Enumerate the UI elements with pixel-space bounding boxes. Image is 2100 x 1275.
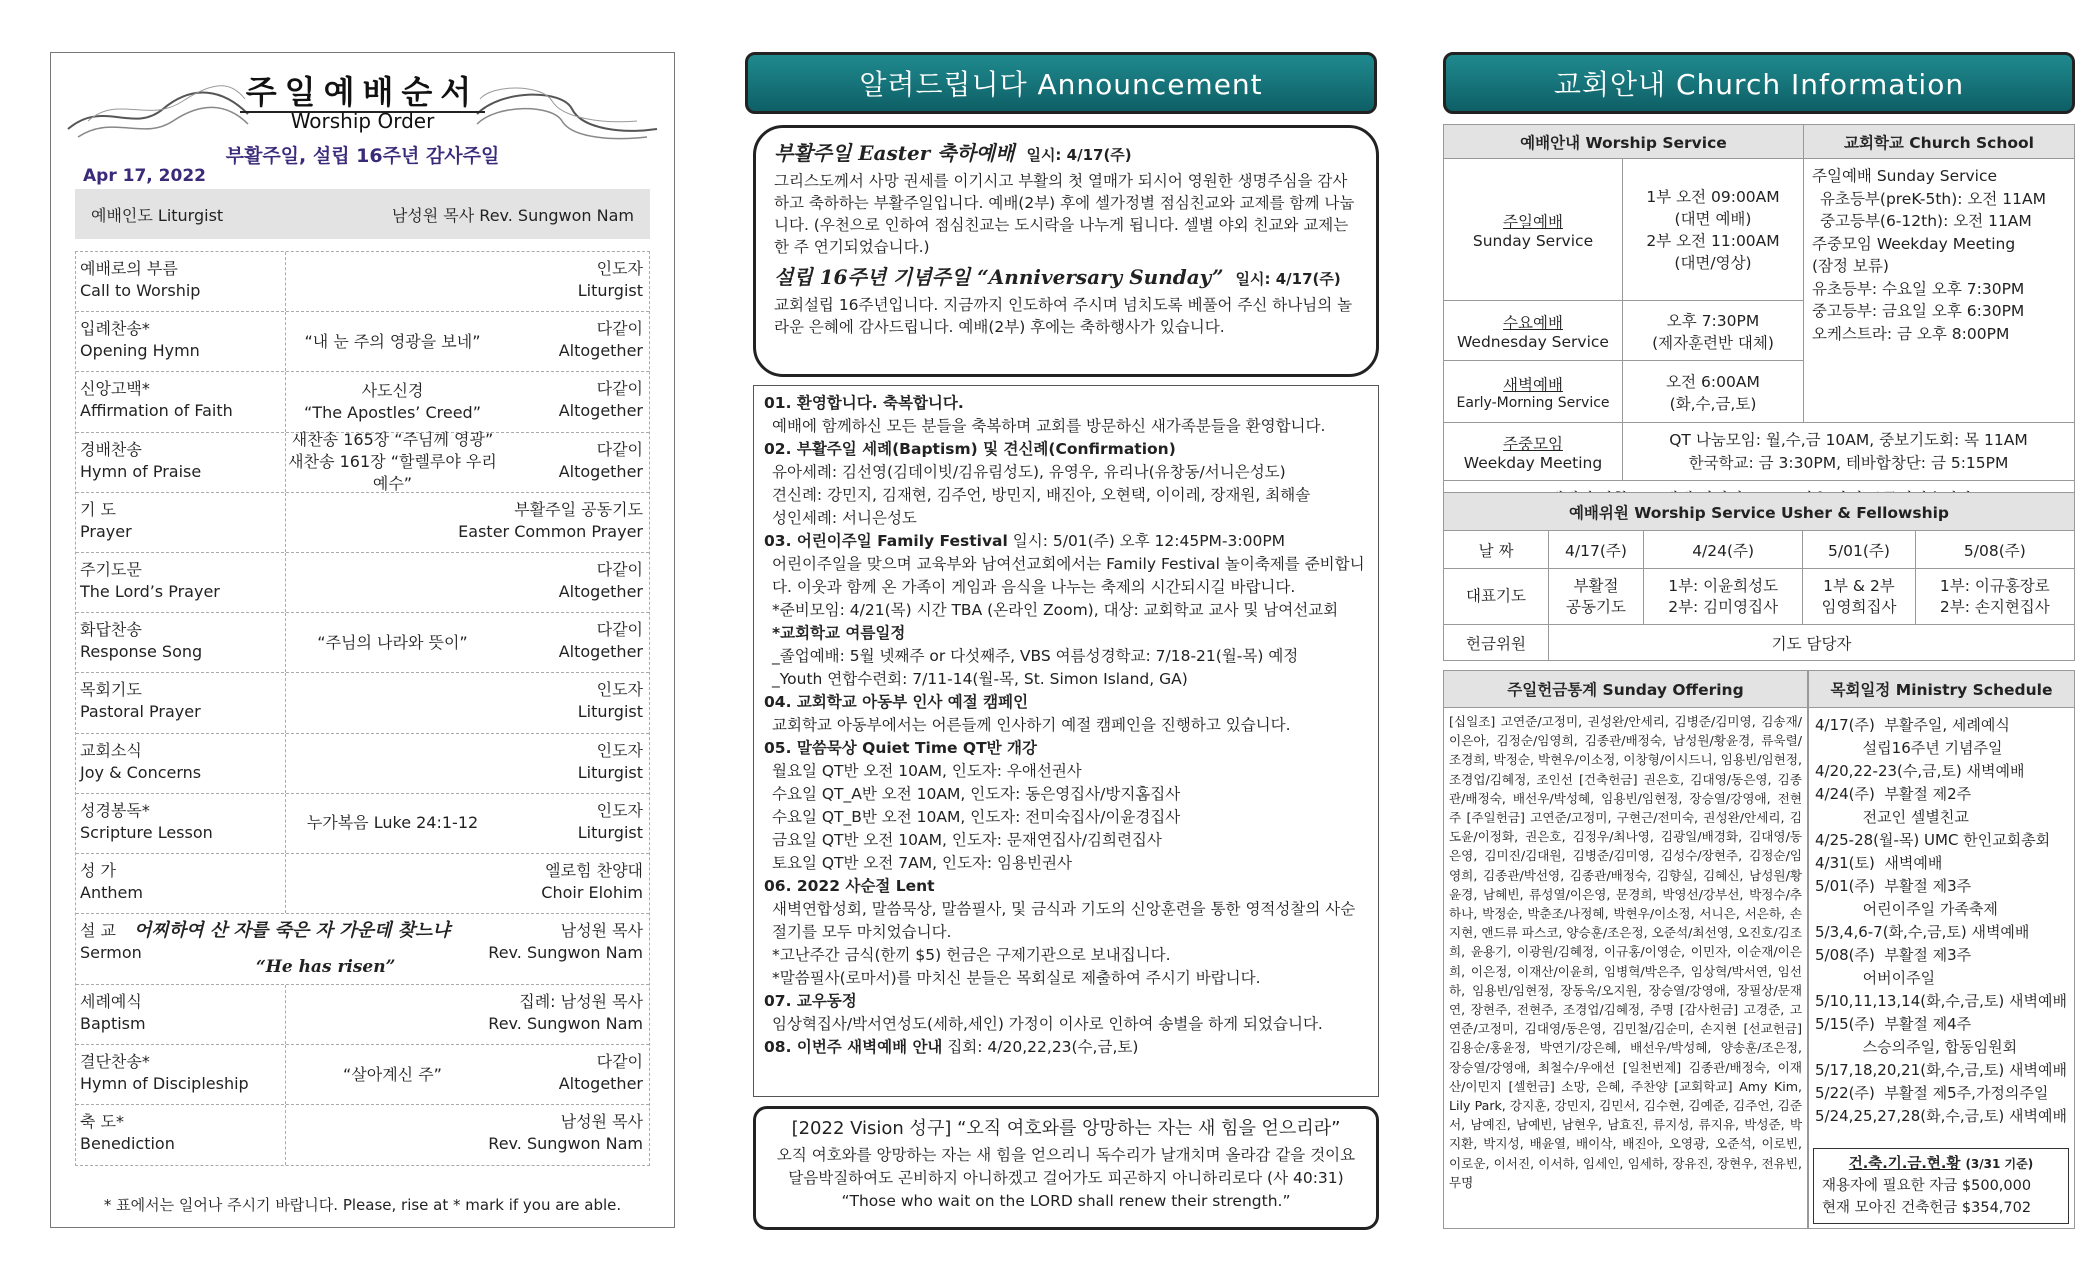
liturgist-bar (75, 189, 650, 239)
schedule-item: 4/25-28(월-목) UMC 한인교회총회 (1815, 831, 2051, 849)
wednesday-service-times: 오후 7:30PM (제자훈련반 대체) (1623, 301, 1804, 361)
news-title-text: 06. 2022 사순절 Lent (764, 877, 935, 895)
order-item-name (80, 679, 201, 723)
news-item-title (764, 737, 1368, 760)
usher-offering-label: 헌금위원 (1444, 625, 1549, 661)
liturgist-label: 예배인도 Liturgist (91, 205, 224, 225)
sunday-service-times: 1부 오전 09:00AM (대면 예배) 2부 오전 11:00AM (대면/영상) (1623, 159, 1804, 301)
order-item-en: Response Song (80, 642, 203, 662)
building-fund-title: 건.축.기.금.현.황 (3/31 기준) (1848, 1156, 2034, 1172)
news-item-title (764, 1036, 1368, 1059)
news-item-line: *말씀필사(로마서)를 마치신 분들은 목회실로 제출하여 주시기 바랍니다. (772, 969, 1261, 987)
order-item-leader (488, 991, 643, 1035)
order-detail-line: 사도신경 (361, 380, 424, 400)
order-item-en: Benediction (80, 1134, 175, 1154)
order-row (76, 553, 649, 613)
vision-verse-box (753, 1106, 1379, 1230)
order-item-en: Baptism (80, 1014, 146, 1034)
order-leader-ko: 인도자 (596, 800, 643, 820)
news-title-text: 02. 부활주일 세례(Baptism) 및 견신례(Confirmation) (764, 440, 1176, 458)
order-item-leader (559, 439, 643, 483)
news-item-title (764, 530, 1368, 553)
order-item-ko: 입례찬송* (80, 319, 150, 339)
easter-body: 그리스도께서 사망 권세를 이기시고 부활의 첫 열매가 되시어 영원한 생명주심을 감사하고 축하하는 부활주일입니다. 예배(2부) 후에 셀가정별 점심친교와 교제를 함께 나눕니다. (우천으로 인하여 점심친교는 도시락을 나누게 됩니다. 셀별 야외 친교와 교제는 한 주 연기되었습니다.) (774, 172, 1355, 256)
sermon-title-ko: 어찌하여 산 자를 죽은 자 가운데 찾느냐 (134, 920, 450, 942)
usher-prayer-label: 대표기도 (1444, 569, 1549, 625)
order-row (76, 985, 649, 1045)
order-leader-en: Altogether (558, 642, 643, 662)
order-item-en: Joy & Concerns (80, 762, 202, 782)
schedule-item: 어린이주일 가족축제 (1815, 900, 1998, 918)
order-leader-en: Altogether (558, 341, 643, 361)
sermon-title-en: “He has risen” (256, 957, 396, 978)
building-fund-needed: 재용자에 필요한 자금 $500,000 (1822, 1178, 2032, 1194)
schedule-item: 4/20,22-23(수,금,토) 새벽예배 (1815, 762, 2025, 780)
order-leader-en: Liturgist (577, 702, 643, 722)
order-item-en: The Lord’s Prayer (80, 581, 220, 601)
usher-date: 4/17(주) (1549, 531, 1644, 569)
schedule-item: 4/17(주) 부활주일, 세례예식 (1815, 716, 2010, 734)
order-item-detail (286, 794, 499, 853)
order-leader-ko: 인도자 (596, 740, 643, 760)
sermon-row (76, 914, 649, 985)
order-item-leader (559, 1051, 643, 1095)
order-item-en: Pastoral Prayer (80, 702, 201, 722)
schedule-item: 5/08(주) 부활절 제3주 (1815, 946, 1972, 964)
order-item-ko: 예배로의 부름 (80, 259, 178, 278)
anniversary-body: 교회설립 16주년입니다. 지금까지 인도하여 주시며 넘치도록 베풀어 주신 하나님의 놀라운 은혜에 감사드립니다. 예배(2부) 후에는 축하행사가 있습니다. (774, 296, 1353, 336)
order-row (76, 312, 649, 372)
offering-list: [십일조] 고연준/고정미, 권성완/안세리, 김병준/김미영, 김송재/이은아, 김정순/임영희, 김종관/배정숙, 남성원/황윤경, 류욱렬/조경희, 박정순, 박현우/이소정, 이창형/이시드니, 임용빈/임현정, 조경업/김혜정, 조인선 [건축헌금] 권은호, 김대영/동은영, 김종관/배정숙, 배선우/박성혜, 임용빈/임현정, 장승열/강영애, 전현주 [주일헌금] 고연준/고정미, 구현근/전미숙, 권성완/안세리, 김도윤/이정화, 권은호, 김정우/최나영, 김광일/배경화, 김대영/동은영, 김미진/김대원, 김병준/김미영, 김성수/장현주, 김정순/임영희, 김종관/박선영, 김종관/배정숙, 김향실, 김혜신, 남성원/황윤경, 남혜빈, 류성열/이은영, 문경희, 박영선/강부선, 박정수/추하나, 박정순, 박춘조/나정혜, 박현우/이소정, 서니은, 서은하, 손지현, 앤드류 파스코, 양승훈/조은정, 오준석/최선영, 오진호/김조희, 윤용기, 이광원/김혜정, 이규홍/이영순, 이민자, 이순재/이은희, 이은정, 이재산/이윤희, 임병혁/박은주, 임상혁/박서연, 임선하, 임용빈/임현정, 장동욱/오지원, 장승열/강영애, 장필상/문재연, 장현주, 전현주, 조경업/김혜정, 주명 [감사헌금] 고경준, 고연준/고정미, 김대영/동은영, 김민철/김순미, 손지현 [선교헌금] 김용순/홍윤정, 박연기/강은혜, 배선우/박성혜, 양송훈/조은정, 장승열/강영애, 최철수/우애선 [일천번제] 김종관/배정숙, 이재산/이민지 [셀헌금] 소망, 은혜, 주찬양 [교회학교] Amy Kim, Lily Park, 강지훈, 강민지, 김민서, 김수현, 김예준, 김주언, 김준서, 남예진, 남예빈, 남현우, 남효진, 류지성, 류지유, 박성준, 박지환, 박지성, 배윤열, 배이삭, 배진아, 오영광, 오준석, 이로빈, 이로운, 이서진, 이서하, 임세인, 임세하, 장유진, 장현우, 전유빈, 무명 (1443, 707, 1808, 1229)
usher-offering-value: 기도 담당자 (1549, 625, 2075, 661)
order-item-detail (286, 673, 499, 732)
order-item-ko: 교회소식 (80, 740, 142, 760)
order-item-detail (286, 613, 499, 672)
sermon-en: Sermon (80, 943, 142, 963)
order-leader-ko: 부활주일 공동기도 (514, 499, 643, 519)
order-leader-ko: 다같이 (596, 319, 643, 339)
order-leader-en: Easter Common Prayer (458, 521, 643, 541)
order-item-name (80, 991, 146, 1035)
order-row (76, 1105, 649, 1164)
order-item-en: Scripture Lesson (80, 822, 213, 842)
order-leader-en: Choir Elohim (541, 882, 643, 902)
sermon-leader-ko: 남성원 목사 (560, 921, 643, 941)
news-item-line: 어린이주일을 맞으며 교육부와 남여선교회에서는 Family Festival 놀이축제를 준비합니다. 이웃과 함께 온 가족이 게임과 음식을 나누는 축제의 시간되시길 바랍니다. (772, 555, 1365, 596)
order-item-en: Affirmation of Faith (80, 401, 233, 421)
order-leader-en: Liturgist (577, 822, 643, 842)
church-school-header: 교회학교 Church School (1804, 125, 2075, 159)
schedule-item: 전교인 셀별친교 (1815, 808, 1969, 826)
usher-prayer-cell: 1부: 이윤희성도 2부: 김미영집사 (1643, 569, 1802, 625)
worship-order-panel (50, 52, 675, 1228)
news-title-detail: 집회: 4/20,22,23(수,금,토) (942, 1038, 1139, 1056)
order-leader-ko: 다같이 (596, 1052, 643, 1072)
news-item-line: 월요일 QT반 오전 10AM, 인도자: 우애선권사 (772, 762, 1082, 780)
usher-date: 5/01(주) (1803, 531, 1915, 569)
order-item-name (80, 439, 201, 483)
usher-prayer-cell: 1부: 이규홍장로 2부: 손지현집사 (1915, 569, 2074, 625)
order-detail-line: 누가복음 Luke 24:1-12 (306, 813, 479, 833)
news-item-line: 토요일 QT반 오전 7AM, 인도자: 임용빈권사 (772, 854, 1072, 872)
order-row (76, 854, 649, 914)
order-row (76, 372, 649, 432)
news-item-title (764, 990, 1368, 1013)
news-item-title (764, 392, 1368, 415)
schedule-item: 어버이주일 (1815, 969, 1936, 987)
order-leader-en: Rev. Sungwon Nam (488, 1134, 643, 1154)
worship-order-title: 주일예배순서 (51, 67, 674, 113)
order-leader-ko: 다같이 (596, 439, 643, 459)
order-row (76, 493, 649, 553)
vision-body: 오직 여호와를 앙망하는 자는 새 힘을 얻으리니 독수리가 날개치며 올라감 같을 것이요 달음박질하여도 곤비하지 아니하겠고 걸어가도 피곤하지 아니하리로다 (사 40:31) (776, 1146, 1356, 1187)
order-item-leader (578, 800, 643, 844)
order-detail-line: “The Apostles’ Creed” (304, 402, 481, 422)
building-fund-box (1813, 1148, 2069, 1224)
order-item-detail (286, 372, 499, 431)
order-item-ko: 경배찬송 (80, 439, 142, 459)
order-leader-en: Altogether (558, 461, 643, 481)
schedule-item: 4/24(주) 부활절 제2주 (1815, 785, 1972, 803)
order-item-leader (578, 740, 643, 784)
news-title-text: 04. 교회학교 아동부 인사 예절 캠페인 (764, 693, 1029, 711)
order-detail-line: “주님의 나라와 뜻이” (317, 632, 468, 652)
news-item-title (764, 691, 1368, 714)
order-item-name (80, 619, 202, 663)
order-item-ko: 신앙고백* (80, 379, 150, 399)
news-title-text: 08. 이번주 새벽예배 안내 (764, 1038, 943, 1056)
order-item-ko: 성 가 (80, 860, 116, 880)
order-leader-ko: 다같이 (596, 379, 643, 399)
order-item-leader (559, 559, 643, 603)
order-item-detail (286, 312, 499, 371)
usher-table (1443, 492, 2075, 661)
news-item-line: 유아세례: 김선영(김데이빗/김유림성도), 유영우, 유리나(유창동/서니은성도) (772, 463, 1286, 481)
news-item-line: 견신례: 강민지, 김재현, 김주언, 방민지, 배진아, 오현택, 이이레, 장재원, 최해솔 (772, 486, 1311, 504)
order-row (76, 673, 649, 733)
worship-service-header: 예배안내 Worship Service (1444, 125, 1804, 159)
schedule-item: 5/22(주) 부활절 제5주,가정의주일 (1815, 1084, 2049, 1102)
news-item-line: 수요일 QT_A반 오전 10AM, 인도자: 동은영집사/방지홈집사 (772, 785, 1181, 803)
offering-header: 주일헌금통계 Sunday Offering (1443, 670, 1808, 708)
order-item-ko: 주기도문 (80, 559, 142, 579)
news-item-line: *준비모임: 4/21(목) 시간 TBA (온라인 Zoom), 대상: 교회학교 교사 및 남여선교회 (772, 601, 1339, 619)
news-title-text: 01. 환영합니다. 축복합니다. (764, 394, 964, 412)
order-item-en: Opening Hymn (80, 341, 200, 361)
order-item-name (80, 740, 201, 784)
vision-title: [2022 Vision 성구] “오직 여호와를 앙망하는 자는 새 힘을 얻으리라” (791, 1118, 1341, 1139)
anniversary-heading: 설립 16주년 기념주일 “Anniversary Sunday” 일시: 4/17(주) (774, 265, 1341, 289)
early-morning-service-times: 오전 6:00AM (화,수,금,토) (1623, 361, 1804, 423)
usher-date-label: 날 짜 (1444, 531, 1549, 569)
church-news-list (753, 385, 1379, 1097)
usher-date: 5/08(주) (1915, 531, 2074, 569)
order-item-en: Anthem (80, 882, 143, 902)
order-item-ko: 기 도 (80, 499, 116, 519)
order-item-leader (559, 619, 643, 663)
order-leader-ko: 인도자 (596, 680, 643, 700)
usher-prayer-cell: 부활절 공동기도 (1549, 569, 1644, 625)
sermon-ko (80, 920, 450, 942)
liturgist-name: 남성원 목사 Rev. Sungwon Nam (391, 205, 634, 225)
order-item-ko: 목회기도 (80, 680, 142, 700)
order-leader-ko: 다같이 (596, 620, 643, 640)
footnote: * 표에서는 일어나 주시기 바랍니다. Please, rise at * mark if you are able. (103, 1196, 622, 1214)
order-item-detail (286, 553, 499, 612)
order-detail-line: “내 눈 주의 영광을 보네” (304, 331, 481, 351)
news-title-detail: 일시: 5/01(주) 오후 12:45PM-3:00PM (1007, 532, 1286, 550)
order-row (76, 1045, 649, 1105)
order-item-ko: 세례예식 (80, 992, 142, 1012)
news-item-line: 임상혁집사/박서연성도(세하,세인) 가정이 이사로 인하여 송별을 하게 되었습니다. (772, 1015, 1323, 1033)
schedule-item: 5/10,11,13,14(화,수,금,토) 새벽예배 (1815, 992, 2067, 1010)
schedule-item: 5/01(주) 부활절 제3주 (1815, 877, 1972, 895)
order-leader-en: Altogether (558, 581, 643, 601)
service-date: Apr 17, 2022 (83, 166, 206, 186)
order-row (76, 794, 649, 854)
schedule-item: 5/3,4,6-7(화,수,금,토) 새벽예배 (1815, 923, 2030, 941)
order-item-en: Hymn of Praise (80, 461, 202, 481)
news-item-line: 금요일 QT반 오전 10AM, 인도자: 문재연집사/김희련집사 (772, 831, 1162, 849)
order-item-ko: 성경봉독* (80, 800, 150, 820)
order-item-name (80, 860, 143, 904)
order-item-detail (286, 985, 499, 1044)
order-detail-line: “살아계신 주” (343, 1064, 442, 1084)
order-leader-en: Altogether (558, 1074, 643, 1094)
occasion-text: 부활주일, 설립 16주년 감사주일 (225, 145, 500, 167)
news-item-line: _졸업예배: 5월 넷째주 or 다섯째주, VBS 여름성경학교: 7/18-21(월-목) 예정 (772, 647, 1299, 665)
order-leader-en: Liturgist (577, 281, 643, 300)
schedule-item: 스승의주일, 합동임원회 (1815, 1038, 2018, 1056)
service-info-table (1443, 124, 2075, 515)
schedule-header: 목회일정 Ministry Schedule (1808, 670, 2075, 708)
order-item-leader (559, 318, 643, 362)
order-item-ko: 축 도* (80, 1112, 124, 1132)
order-item-name (80, 1111, 175, 1155)
order-item-leader (458, 499, 643, 543)
order-item-name (80, 318, 200, 362)
news-item-line: 성인세례: 서니은성도 (772, 509, 917, 527)
order-item-name (80, 378, 233, 422)
order-leader-ko: 인도자 (596, 259, 643, 278)
news-item-line: _Youth 연합수련회: 7/11-14(월-목, St. Simon Island, GA) (772, 670, 1188, 688)
schedule-item: 5/17,18,20,21(화,수,금,토) 새벽예배 (1815, 1061, 2067, 1079)
order-item-name (80, 800, 213, 844)
news-item-line: 수요일 QT_B반 오전 10AM, 인도자: 전미숙집사/이윤경집사 (772, 808, 1181, 826)
order-row (76, 613, 649, 673)
weekday-meeting-times: QT 나눔모임: 월,수,금 10AM, 중보기도회: 목 11AM 한국학교: 금 3:30PM, 테바합창단: 금 5:15PM (1623, 423, 2075, 481)
early-morning-service-name: 새벽예배 Early-Morning Service (1444, 361, 1623, 423)
news-item-title (764, 875, 1368, 898)
building-fund-current: 현재 모아진 건축헌금 $354,702 (1822, 1200, 2032, 1216)
order-item-detail (286, 1105, 499, 1164)
church-info-banner: 교회안내 Church Information (1443, 52, 2075, 114)
order-row (76, 734, 649, 794)
order-of-service-table (75, 251, 650, 1166)
sermon-leader-en: Rev. Sungwon Nam (488, 943, 643, 963)
church-school-info: 주일예배 Sunday Service 유초등부(preK-5th): 오전 11AM 중고등부(6-12th): 오전 11AM 주중모임 Weekday Meeting (잠정 보류) 유초등부: 수요일 오후 7:30PM 중고등부: 금요일 오후 6:30PM 오케스트라: 금 오후 8:00PM (1804, 159, 2075, 423)
order-item-detail (286, 734, 499, 793)
order-item-en: Hymn of Discipleship (80, 1074, 249, 1094)
order-detail-line: 새찬송 165장 “주님께 영광” (291, 430, 494, 450)
news-title-text: 03. 어린이주일 Family Festival (764, 532, 1008, 550)
easter-heading: 부활주일 Easter 축하예배 일시: 4/17(주) (774, 141, 1132, 165)
usher-prayer-cell: 1부 & 2부 임영희집사 (1803, 569, 1915, 625)
order-item-leader (578, 679, 643, 723)
sermon-label-ko: 설 교 (80, 921, 116, 941)
news-item-title (764, 438, 1368, 461)
usher-date: 4/24(주) (1643, 531, 1802, 569)
worship-order-subtitle: Worship Order (290, 109, 435, 133)
order-item-leader (578, 258, 643, 302)
order-row (76, 252, 649, 312)
order-detail-line: 새찬송 161장 “할렐루야 우리 예수” (288, 452, 497, 494)
schedule-item: 5/15(주) 부활절 제4주 (1815, 1015, 1972, 1033)
wednesday-service-name: 수요예배 Wednesday Service (1444, 301, 1623, 361)
order-item-en: Prayer (80, 521, 132, 541)
order-item-leader (559, 378, 643, 422)
order-item-detail (286, 854, 499, 913)
news-item-line: *교회학교 여름일정 (772, 624, 906, 642)
order-item-name (80, 258, 200, 302)
order-leader-ko: 남성원 목사 (560, 1112, 643, 1132)
order-item-leader (488, 1111, 643, 1155)
order-item-detail (286, 252, 499, 311)
order-item-detail (286, 1045, 499, 1104)
sunday-service-name: 주일예배 Sunday Service (1444, 159, 1623, 301)
schedule-item: 설립16주년 기념주일 (1815, 739, 2003, 757)
news-item-line: 새벽연합성회, 말씀묵상, 말씀필사, 및 금식과 기도의 신앙훈련을 통한 영적성찰의 사순절기를 모두 마치었습니다. (772, 900, 1356, 941)
news-title-text: 05. 말씀묵상 Quiet Time QT반 개강 (764, 739, 1037, 757)
order-item-name (80, 1051, 249, 1095)
order-item-en: Call to Worship (80, 281, 201, 300)
order-row (76, 430, 649, 494)
announcement-banner: 알려드립니다 Announcement (745, 52, 1377, 114)
order-item-leader (541, 860, 643, 904)
schedule-item: 4/31(토) 새벽예배 (1815, 854, 1943, 872)
weekday-meeting-name: 주중모임 Weekday Meeting (1444, 423, 1623, 481)
order-item-detail (286, 430, 499, 494)
news-item-line: 예배에 함께하신 모든 분들을 축복하며 교회를 방문하신 새가족분들을 환영합니다. (772, 417, 1326, 435)
order-item-ko: 화답찬송 (80, 620, 142, 640)
order-leader-en: Rev. Sungwon Nam (488, 1014, 643, 1034)
order-item-name (80, 559, 220, 603)
order-item-ko: 결단찬송* (80, 1052, 150, 1072)
order-leader-en: Liturgist (577, 762, 643, 782)
order-leader-ko: 엘로힘 찬양대 (545, 860, 643, 880)
vision-english: “Those who wait on the LORD shall renew their strength.” (841, 1192, 1291, 1210)
news-item-line: 교회학교 아동부에서는 어른들께 인사하기 예절 캠페인을 진행하고 있습니다. (772, 716, 1291, 734)
news-item-line: *고난주간 금식(한끼 $5) 헌금은 구제기관으로 보내집니다. (772, 946, 1171, 964)
featured-announcements (753, 125, 1379, 377)
order-leader-en: Altogether (558, 401, 643, 421)
schedule-item: 5/24,25,27,28(화,수,금,토) 새벽예배 (1815, 1107, 2067, 1125)
sermon-leader (488, 920, 643, 964)
news-title-text: 07. 교우동정 (764, 992, 857, 1010)
order-item-name (80, 499, 132, 543)
order-leader-ko: 집례: 남성원 목사 (519, 992, 643, 1012)
usher-header: 예배위원 Worship Service Usher & Fellowship (1444, 493, 2075, 531)
order-leader-ko: 다같이 (596, 559, 643, 579)
